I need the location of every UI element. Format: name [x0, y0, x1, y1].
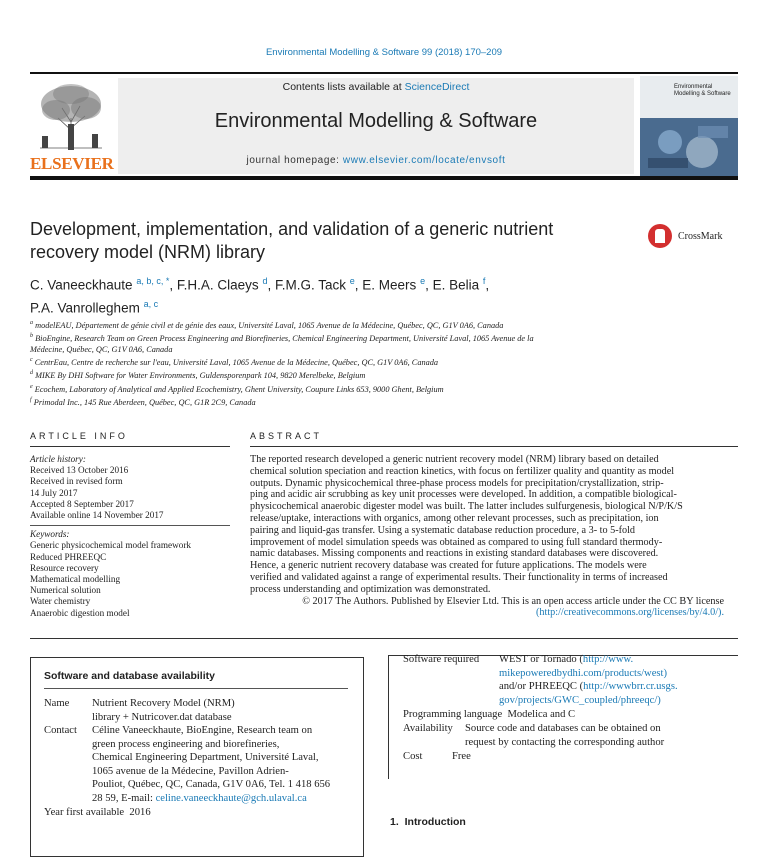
language-row [403, 708, 575, 722]
affiliation-item [30, 395, 650, 408]
section-number: 1. [390, 816, 399, 828]
author-affiliation-ref[interactable]: a, c [143, 298, 159, 309]
name-label: Name [44, 698, 70, 709]
abstract-line: ping and acidic air scrubbing as key unit processes were developed. In addition, a compatible biological- [250, 489, 677, 501]
crossmark-icon[interactable] [648, 224, 672, 248]
affiliation-key: b [30, 333, 33, 340]
affiliation-key: f [30, 396, 32, 403]
abstract-line: release/uptake, interactions with organics, among other relevant processes, such as precipitation, ion [250, 512, 659, 524]
affiliation-key: e [30, 383, 33, 390]
abstract-rule [250, 446, 738, 447]
contact-line [92, 792, 358, 806]
bookmark-shape [655, 229, 665, 243]
required-label: Software required [403, 654, 480, 665]
section-heading-introduction [390, 816, 466, 828]
author-list: C. Vaneeckhaute $^{a, b, c, *}$, F.H.A. Claeys $^d$, F.M.G. Tack $^e$, E. Meers $^e$, E. Belia $^f$, P.A. Vanrolleghem $^{a, c}$ [30, 276, 490, 315]
keyword: Reduced PHREEQC [30, 551, 107, 562]
keywords-divider [30, 525, 230, 526]
availability-label: Availability [403, 723, 453, 734]
affiliation-item [30, 331, 650, 344]
header-top-rule [30, 72, 738, 74]
article-info [30, 454, 230, 619]
abstract-line: improvement of model simulation speeds was obtained as compared to using full standard thermody- [250, 536, 663, 548]
author-affiliation-ref[interactable]: e [349, 276, 355, 286]
author-name[interactable]: C. Vaneeckhaute [30, 277, 133, 293]
contact-value [92, 724, 358, 806]
affiliation-item [30, 344, 650, 355]
history-item: Received in revised form [30, 476, 123, 487]
required-prefix-2: and/or PHREEQC ( [499, 681, 584, 693]
affiliation-item [30, 368, 650, 381]
paper-title-line-2: recovery model (NRM) library [30, 242, 266, 262]
keywords-label: Keywords: [30, 529, 70, 540]
required-value [499, 653, 735, 707]
journal-cover-image[interactable] [640, 76, 738, 176]
abstract-line: outputs. Dynamic physicochemical three-phase process models for precipitation/crystallization, strip- [250, 477, 664, 489]
software-box-rule [44, 688, 348, 689]
year-value: 2016 [129, 807, 151, 818]
affiliation-key: d [30, 370, 33, 377]
article-info-heading: ARTICLE INFO [30, 431, 128, 441]
history-item: Accepted 8 September 2017 [30, 498, 134, 509]
sciencedirect-link[interactable]: ScienceDirect [404, 81, 470, 93]
author-name[interactable]: E. Meers [362, 277, 417, 293]
author-affiliation-ref[interactable]: d [262, 276, 268, 286]
affiliations [30, 318, 650, 408]
paper-title [30, 218, 630, 264]
contents-prefix: Contents lists available at [282, 81, 405, 93]
name-value-line: library + Nutricover.dat database [92, 711, 232, 723]
history-item: 14 July 2017 [30, 487, 78, 498]
required-line [499, 653, 735, 667]
west-link-continued[interactable]: mikepoweredbydhi.com/products/west) [499, 667, 667, 679]
abstract-line: verified and validated against a range of experimental results. Their functionality in terms of increased [250, 571, 668, 583]
contact-line: 1065 avenue de la Médecine, Pavillon Adrien- [92, 765, 289, 777]
author-name[interactable]: F.H.A. Claeys [176, 277, 259, 293]
language-label: Programming language [403, 709, 503, 720]
license-link-line [250, 607, 724, 619]
journal-title: Environmental Modelling & Software [214, 110, 538, 132]
phreeqc-link[interactable]: http://wwwbrr.cr.usgs. [583, 681, 678, 693]
homepage-link[interactable]: www.elsevier.com/locate/envsoft [342, 155, 506, 166]
name-value-line: Nutrient Recovery Model (NRM) [92, 698, 235, 709]
contact-line: green process engineering and biorefineries, [92, 738, 280, 750]
affiliation-item [30, 318, 650, 331]
affiliation-text: CentrEau, Centre de recherche sur l'eau, Université Laval, 1065 Avenue de la Médecine, Québec, QC, G1V 0A6, Canada [34, 358, 439, 368]
affiliation-item [30, 355, 650, 368]
keyword: Anaerobic digestion model [30, 607, 130, 618]
west-link[interactable]: http://www. [582, 654, 634, 665]
affiliation-text: BioEngine, Research Team on Green Process Engineering and Biorefineries, Chemical Engineering Department, Université Laval, 1065 Avenue de la [35, 333, 534, 343]
section-title: Introduction [404, 816, 466, 828]
article-info-rule [30, 446, 230, 447]
header-bottom-rule [30, 176, 738, 180]
affiliation-key: a [30, 320, 33, 326]
author-affiliation-ref[interactable]: a, b, c, * [136, 276, 170, 286]
journal-homepage [118, 155, 634, 166]
abstract-line: chemical solution speciation and reaction kinetics, with focus on fertilizer quality and quantity as model [250, 465, 675, 477]
abstract-line: process understanding and optimization was demonstrated. [250, 583, 491, 595]
affiliation-text: MIKE By DHI Software for Water Environments, Guldensporenpark 104, 9820 Merelbeke, Belgium [35, 371, 366, 381]
keyword: Numerical solution [30, 585, 101, 596]
keyword: Mathematical modelling [30, 574, 121, 585]
crossmark-label[interactable]: CrossMark [678, 231, 723, 242]
abstract-line: The reported research developed a generic nutrient recovery model (NRM) library based on detailed [250, 454, 659, 465]
author-name[interactable]: P.A. Vanrolleghem [30, 300, 140, 315]
author-name[interactable]: F.M.G. Tack [274, 277, 346, 293]
abstract-line: physicochemical anaerobic digester model was built. The latter includes sulfurgenesis, biological N/P/K/S [250, 501, 683, 513]
cost-label: Cost [403, 751, 423, 762]
keyword: Generic physicochemical model framework [30, 540, 191, 551]
email-link[interactable]: celine.vaneeckhaute@gch.ulaval.ca [155, 792, 307, 804]
contact-line: Pouliot, Québec, QC, Canada, G1V 0A6, Tel. 1 418 656 [92, 779, 331, 791]
affiliation-key: c [30, 357, 33, 364]
affiliation-item [30, 382, 650, 395]
paper-title-line-1: Development, implementation, and validation of a generic nutrient [30, 219, 554, 239]
homepage-prefix: journal homepage: [246, 155, 343, 166]
abstract-bottom-rule [30, 638, 738, 639]
affiliation-text: Ecochem, Laboratory of Analytical and Applied Ecochemistry, Ghent University, Coupure Links 653, 9000 Ghent, Belgium [34, 384, 444, 394]
software-box-heading: Software and database availability [44, 670, 215, 682]
license-link[interactable]: (http://creativecommons.org/licenses/by/4.0/). [536, 607, 724, 619]
abstract-line: Hence, a generic nutrient recovery database was created for future applications. The models were [250, 560, 647, 572]
publisher-logo-text: ELSEVIER [30, 154, 114, 173]
keyword: Resource recovery [30, 562, 99, 573]
year-label: Year first available [44, 807, 125, 818]
abstract-heading: ABSTRACT [250, 431, 323, 441]
affiliation-text: modelEAU, Département de génie civil et de génie des eaux, Université Laval, 1065 Avenue de la Médecine, Québec, QC, G1V 0A6, Canada [35, 320, 504, 330]
abstract-body [250, 454, 724, 619]
contact-line: Céline Vaneeckhaute, BioEngine, Research team on [92, 725, 313, 736]
availability-line: request by contacting the corresponding author [465, 736, 665, 748]
email-prefix: 28 59, E-mail: [92, 792, 156, 804]
license-statement: © 2017 The Authors. Published by Elsevier Ltd. This is an open access article under the CC BY license [302, 595, 724, 607]
year-row [44, 806, 151, 820]
contact-label: Contact [44, 725, 77, 736]
history-item: Available online 14 November 2017 [30, 510, 164, 521]
cost-value: Free [452, 751, 471, 762]
keyword: Water chemistry [30, 596, 91, 607]
author-affiliation-ref[interactable]: e [420, 276, 426, 286]
author-affiliation-ref[interactable]: f [482, 276, 486, 286]
affiliation-text: Primodal Inc., 145 Rue Aberdeen, Québec, QC, G1R 2C9, Canada [33, 397, 256, 407]
cover-artwork [640, 118, 738, 176]
abstract-line: pairing and liquid-gas transfer. Using a systematic database reduction procedure, a 3- to 5-fold [250, 524, 636, 536]
abstract-line: namic databases. Missing components and reactions in existing standard databases were discovered. [250, 548, 659, 560]
affiliation-text: Médecine, Québec, QC, G1V 0A6, Canada [30, 345, 173, 355]
availability-line: Source code and databases can be obtained on [465, 723, 661, 734]
author-name[interactable]: E. Belia [432, 277, 480, 293]
journal-reference[interactable]: Environmental Modelling & Software 99 (2018) 170–209 [265, 47, 503, 58]
name-value [92, 697, 352, 724]
required-prefix-1: WEST or Tornado ( [499, 654, 583, 665]
phreeqc-link-continued[interactable]: gov/projects/GWC_coupled/phreeqc/) [499, 694, 661, 706]
required-line [499, 680, 735, 694]
article-history-label: Article history: [30, 454, 86, 464]
contact-line: Chemical Engineering Department, Université Laval, [92, 752, 319, 764]
cover-title: Environmental Modelling & Software [674, 84, 731, 97]
availability-value [465, 722, 735, 749]
history-item: Received 13 October 2016 [30, 465, 129, 476]
contents-line [118, 81, 634, 93]
right-box-left-rule [388, 655, 389, 779]
language-value: Modelica and C [507, 709, 576, 720]
